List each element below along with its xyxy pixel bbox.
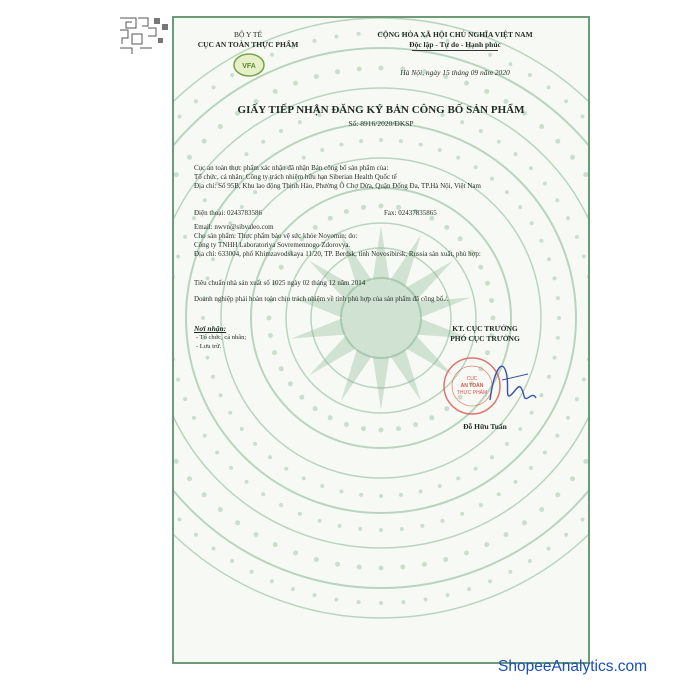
drum-ring-mark (279, 503, 283, 507)
drum-ring-mark (201, 316, 205, 320)
drum-ring-mark (176, 378, 180, 382)
drum-ring-mark (555, 434, 559, 438)
drum-ring-mark (293, 81, 298, 86)
drum-ring-mark (211, 375, 215, 379)
watermark-brand: ShopeeAnalytics.com (498, 658, 648, 675)
drum-ring-mark (456, 156, 460, 160)
drum-ring-mark (250, 570, 254, 574)
document-number: Số: 8916/2020/ĐKSP (348, 119, 414, 128)
drum-ring-mark (464, 81, 469, 86)
certificate-sheet (172, 16, 590, 664)
drum-ring-mark (328, 415, 333, 420)
standard-line: Tiêu chuẩn nhà sản xuất số 1025 ngày 02 tháng 12 năm 2014 (194, 279, 366, 287)
drum-ring-mark (272, 350, 277, 355)
drum-ring-mark (555, 198, 559, 202)
drum-ring-mark (379, 601, 383, 605)
drum-ring-mark (555, 492, 560, 497)
drum-ring-mark (420, 524, 424, 528)
drum-ring-mark (203, 434, 207, 438)
drum-ring-mark (357, 600, 361, 604)
drum-ring-mark (338, 524, 342, 528)
drum-ring-mark (273, 89, 278, 94)
drum-ring-mark (174, 357, 175, 361)
drum-ring-mark (582, 255, 586, 259)
national-title: CỘNG HÒA XÃ HỘI CHỦ NGHĨA VIỆT NAM (377, 30, 533, 39)
drum-ring-mark (288, 381, 293, 386)
drum-ring-mark (187, 155, 192, 160)
drum-ring-mark (183, 397, 187, 401)
drum-ring-mark (254, 532, 259, 537)
drum-ring-mark (400, 565, 405, 570)
drum-ring-mark (587, 275, 588, 279)
drum-ring-mark (419, 143, 423, 147)
drum-ring-mark (464, 550, 469, 555)
product-line: Cho sản phẩm: Thực phẩm bảo vệ sức khỏe Novomin; do: (194, 232, 358, 240)
vfa-logo (232, 52, 266, 78)
drum-ring-mark (582, 378, 586, 382)
drum-ring-mark (539, 507, 544, 512)
drum-ring-mark (379, 204, 384, 209)
drum-ring-mark (555, 139, 560, 144)
drum-ring-mark (314, 74, 319, 79)
drum-ring-mark (206, 356, 210, 360)
recipient-item: - Lưu trữ. (196, 343, 222, 350)
drum-ring-mark (358, 527, 362, 531)
drum-ring-mark (229, 466, 233, 470)
handwritten-signature (490, 366, 536, 400)
drum-ring-mark (203, 198, 207, 202)
drum-ring-mark (212, 85, 216, 89)
drum-ring-mark (235, 520, 240, 525)
drum-ring-mark (268, 333, 273, 338)
department-name: CỤC AN TOÀN THỰC PHẨM (197, 40, 299, 49)
drum-ring-mark (302, 156, 306, 160)
drum-ring-mark (268, 455, 272, 459)
drum-ring-mark (174, 275, 175, 279)
drum-ring-mark (313, 39, 317, 43)
manufacturer-address-line: Địa chỉ: 633004, phố Khimzavodskaya 11/20, TP. Berdsk, tỉnh Novosibirsk, Russia sản xuất, phù hợp: (194, 250, 481, 258)
drum-ring-mark (441, 519, 445, 523)
drum-ring-mark (212, 547, 216, 551)
drum-ring-mark (267, 316, 272, 321)
drum-ring-mark (443, 557, 448, 562)
address-line: Địa chỉ: Số 95B, Khu lao động Thịnh Hào, Phường Ô Chợ Dừa, Quận Đống Đa, TP.Hà Nội, Việt Nam (194, 182, 481, 190)
drum-ring-mark (581, 518, 585, 522)
drum-ring-mark (508, 570, 512, 574)
organization-line: Tổ chức, cá nhân: Công ty trách nhiệm hữu hạn Siberian Health Quốc tế (194, 173, 397, 181)
drum-ring-mark (422, 562, 427, 567)
drum-ring-mark (202, 492, 207, 497)
drum-ring-mark (187, 476, 192, 481)
drum-ring-mark (357, 565, 362, 570)
drum-ring-mark (478, 265, 483, 270)
drum-ring-mark (547, 85, 551, 89)
drum-ring-mark (528, 559, 532, 563)
signer-name: Đỗ Hữu Tuấn (463, 422, 507, 431)
drum-ring-mark (570, 155, 575, 160)
drum-ring-mark (514, 152, 518, 156)
drum-ring-mark (505, 442, 509, 446)
drum-ring-mark (174, 172, 179, 177)
drum-ring-mark (379, 138, 383, 142)
drum-ring-mark (399, 493, 403, 497)
stamp-text: AN TOÀN (460, 383, 484, 389)
drum-ring-mark (484, 89, 489, 94)
drum-ring-mark (456, 476, 460, 480)
drum-ring-mark (334, 598, 338, 602)
recipients-heading: Nơi nhận: (194, 324, 227, 333)
drum-ring-mark (361, 426, 366, 431)
manufacturer-line: Công ty TNHH Laboratoriya Sovremennogo Zdorovya. (194, 241, 351, 249)
drum-ring-mark (529, 466, 533, 470)
drum-ring-mark (194, 533, 198, 537)
drum-ring-mark (293, 550, 298, 555)
drum-ring-mark (313, 593, 317, 597)
drum-ring-mark (178, 518, 182, 522)
drum-ring-mark (401, 600, 405, 604)
drum-ring-mark (219, 393, 223, 397)
drum-ring-mark (359, 139, 363, 143)
drum-ring-mark (583, 172, 588, 177)
drum-ring-mark (396, 426, 401, 431)
drum-ring-mark (419, 490, 423, 494)
stamp-text: THỰC PHẨM (456, 390, 488, 396)
drum-ring-mark (318, 519, 322, 523)
drum-ring-mark (273, 542, 278, 547)
signature-for-line: KT. CỤC TRƯỞNG (452, 324, 518, 333)
drum-ring-mark (359, 493, 363, 497)
recipient-item: - Tổ chức, cá nhân; (196, 334, 247, 341)
drum-ring-mark (379, 528, 383, 532)
drum-ring-mark (379, 494, 383, 498)
drum-ring-mark (320, 484, 324, 488)
corner-ornament (118, 16, 172, 56)
drum-ring-mark (284, 467, 288, 471)
fax-line: Fax: 02437835865 (384, 209, 437, 217)
drum-ring-mark (583, 459, 588, 464)
drum-ring-mark (218, 507, 223, 512)
drum-ring-mark (176, 255, 180, 259)
drum-ring-mark (490, 455, 494, 459)
drum-ring-mark (228, 411, 232, 415)
drum-ring-mark (291, 587, 295, 591)
drum-ring-mark (479, 503, 483, 507)
drum-ring-mark (484, 542, 489, 547)
drum-ring-mark (270, 579, 274, 583)
drum-ring-mark (245, 480, 249, 484)
drum-ring-mark (566, 216, 570, 220)
official-stamp (432, 350, 552, 420)
signature-role: PHÓ CỤC TRƯỞNG (450, 334, 520, 343)
drum-ring-mark (488, 579, 492, 583)
drum-ring-mark (514, 480, 518, 484)
drum-ring-mark (467, 587, 471, 591)
national-motto: Độc lập - Tự do - Hạnh phúc (409, 40, 501, 49)
drum-ring-mark (543, 451, 547, 455)
drum-ring-mark (564, 99, 568, 103)
drum-ring-mark (424, 598, 428, 602)
drum-ring-mark (488, 53, 492, 57)
drum-ring-mark (564, 533, 568, 537)
drum-ring-mark (279, 129, 283, 133)
drum-ring-mark (261, 492, 265, 496)
drum-ring-mark (299, 395, 304, 400)
drum-ring-mark (183, 235, 187, 239)
drum-ring-mark (479, 129, 483, 133)
drum-ring-mark (497, 140, 501, 144)
drum-ring-mark (253, 442, 257, 446)
drum-ring-mark (314, 557, 319, 562)
drum-ring-mark (508, 62, 512, 66)
document-title: GIẤY TIẾP NHẬN ĐĂNG KÝ BẢN CÔNG BỐ SẢN PHẨM (237, 104, 525, 116)
drum-ring-mark (575, 397, 579, 401)
drum-ring-mark (438, 148, 442, 152)
drum-ring-mark (400, 527, 404, 531)
drum-ring-mark (230, 559, 234, 563)
responsibility-line: Doanh nghiệp phải hoàn toàn chịu trách nhiệm về tính phù hợp của sản phẩm đã công bố./. (194, 295, 449, 303)
drum-ring-mark (474, 467, 478, 471)
drum-ring-mark (192, 416, 196, 420)
drum-ring-mark (298, 512, 302, 516)
vfa-logo-text: VFA (242, 63, 256, 70)
ministry-name: BỘ Y TẾ (233, 30, 263, 39)
drum-ring-mark (174, 459, 179, 464)
drum-ring-mark (438, 484, 442, 488)
drum-ring-mark (313, 406, 318, 411)
drum-ring-mark (339, 143, 343, 147)
drum-ring-mark (491, 316, 496, 321)
drum-ring-mark (245, 152, 249, 156)
drum-ring-mark (522, 520, 527, 525)
drum-ring-mark (557, 316, 561, 320)
drum-ring-mark (587, 357, 588, 361)
drum-ring-mark (279, 265, 284, 270)
drum-ring-mark (460, 512, 464, 516)
intro-line: Cục an toàn thực phẩm xác nhận đã nhận Bản công bố sản phẩm của: (194, 164, 389, 172)
drum-ring-mark (553, 356, 557, 360)
drum-ring-mark (399, 139, 403, 143)
drum-ring-mark (344, 422, 349, 427)
drum-ring-mark (339, 490, 343, 494)
stamp-text: CỤC (466, 376, 478, 382)
drum-ring-mark (335, 562, 340, 567)
phone-line: Điện thoại: 0243783586 (194, 209, 263, 217)
drum-ring-mark (261, 140, 265, 144)
issue-date: Hà Nội, ngày 15 tháng 09 năm 2020 (400, 68, 510, 77)
drum-ring-mark (547, 547, 551, 551)
drum-ring-mark (279, 366, 284, 371)
drum-ring-mark (570, 476, 575, 481)
motto-underline (412, 50, 498, 51)
drum-ring-mark (379, 566, 384, 571)
drum-ring-mark (446, 593, 450, 597)
drum-ring-mark (504, 532, 509, 537)
drum-ring-mark (302, 476, 306, 480)
drum-ring-mark (194, 99, 198, 103)
drum-ring-mark (215, 451, 219, 455)
drum-ring-mark (379, 428, 384, 433)
drum-ring-mark (566, 416, 570, 420)
drum-ring-mark (240, 427, 244, 431)
drum-ring-mark (202, 139, 207, 144)
drum-ring-mark (270, 53, 274, 57)
drum-ring-mark (320, 148, 324, 152)
drum-ring-mark (497, 492, 501, 496)
email-line: Email: nwvn@sibvaleo.com (194, 223, 274, 231)
